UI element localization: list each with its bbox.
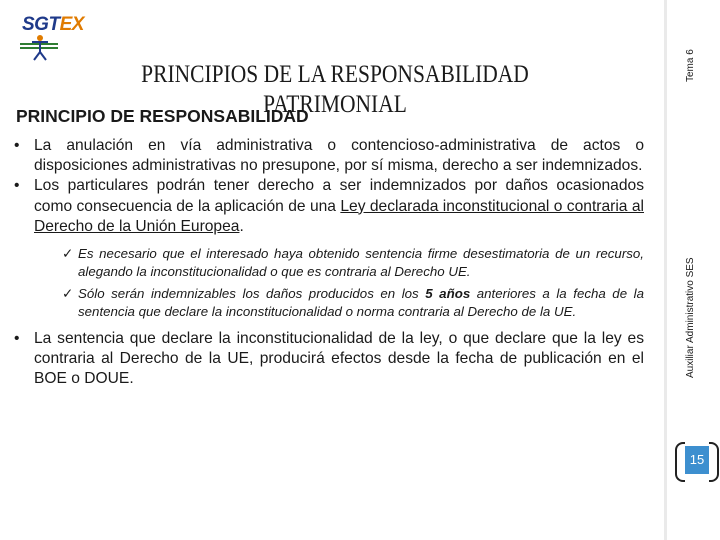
sub-bullet-text: Sólo serán indemnizables los daños producidos en los bbox=[78, 286, 426, 302]
bullet-text: Los particulares podrán tener derecho a ser indemnizados por daños ocasionados como consecuencia de la aplicación de una bbox=[34, 177, 644, 215]
sgtex-logo bbox=[18, 14, 82, 64]
check-icon: ✓ bbox=[62, 286, 74, 302]
bullet-text: La sentencia que declare la inconstitucionalidad de la ley, o que declare que la ley es contraria al Derecho de la UE, producirá efectos desde la fecha de publicación en el BOE o DOUE. bbox=[34, 330, 644, 388]
sub-bullet-item bbox=[62, 285, 644, 321]
sub-bullet-text-end: anteriores a la fecha de la sentencia que declare la inconstitucionalidad o norma contraria al Derecho de la UE. bbox=[78, 286, 644, 320]
slide-title: PRINCIPIOS DE LA RESPONSABILIDAD PATRIMONIAL bbox=[141, 61, 529, 118]
bullet-item bbox=[14, 176, 644, 237]
slide-subtitle: PRINCIPIO DE RESPONSABILIDAD bbox=[16, 106, 309, 126]
bullet-text: La anulación en vía administrativa o contencioso-administrativa de actos o disposiciones administrativas no presupone, por sí misma, derecho a ser indemnizados. bbox=[34, 137, 644, 175]
bullet-glyph: • bbox=[14, 137, 20, 154]
bold-text: 5 años bbox=[425, 286, 471, 302]
logo-figure-icon bbox=[18, 34, 82, 62]
underlined-text: Ley declarada inconstitucional o contraria al Derecho de la Unión Europea bbox=[34, 197, 644, 235]
bullet-item bbox=[14, 136, 644, 176]
bullet-text-end: . bbox=[239, 217, 244, 235]
topic-label: Tema 6 bbox=[685, 49, 696, 82]
check-icon: ✓ bbox=[62, 246, 74, 262]
bullet-glyph: • bbox=[14, 330, 20, 348]
page-number: 15 bbox=[689, 452, 705, 467]
sub-bullet-item bbox=[62, 245, 644, 281]
logo-text: SGTEX bbox=[22, 14, 84, 35]
sub-bullet-text: Es necesario que el interesado haya obtenido sentencia firme desestimatoria de un recurso, alegando la inconstitucionalidad o que es contraria al Derecho UE. bbox=[78, 246, 644, 280]
bullet-glyph: • bbox=[14, 177, 20, 195]
slide-content bbox=[14, 136, 644, 390]
course-label: Auxiliar Administrativo SES bbox=[685, 257, 696, 378]
page-number-badge bbox=[677, 442, 717, 478]
bullet-item bbox=[14, 329, 644, 390]
